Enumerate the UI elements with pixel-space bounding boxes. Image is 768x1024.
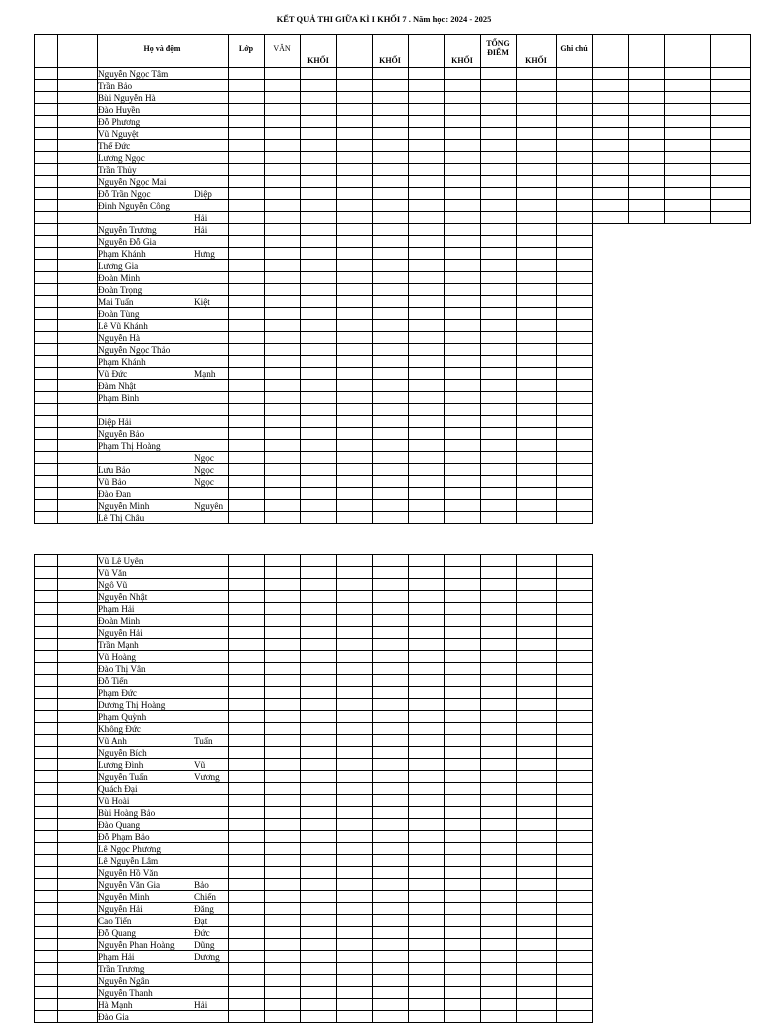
student-surname: Nguyễn Văn Gia xyxy=(98,880,161,890)
student-surname: Đoàn Tùng xyxy=(98,309,140,319)
student-surname: Lưu Bảo xyxy=(98,465,131,475)
header-ho-va-dem: Họ và đệm xyxy=(143,44,181,53)
student-surname: Nguyễn Phan Hoàng xyxy=(98,940,175,950)
table-rule xyxy=(408,554,409,1023)
student-surname: Thế Đức xyxy=(98,141,131,151)
student-surname: Lê Nguyễn Lâm xyxy=(98,856,159,866)
student-surname: Phạm Đức xyxy=(98,688,137,698)
document-title: KẾT QUẢ THI GIỮA KÌ I KHỐI 7 . Năm học: 2024 - 2025 xyxy=(276,14,492,24)
student-surname: Hà Mạnh xyxy=(98,1000,133,1010)
student-surname: Nguyễn Minh xyxy=(98,892,150,902)
table-rule xyxy=(300,34,301,524)
student-surname: Phạm Hải xyxy=(98,604,135,614)
student-given-name: Hải xyxy=(194,1000,208,1010)
table-rule xyxy=(592,34,593,524)
student-given-name: Hưng xyxy=(194,249,215,259)
student-surname xyxy=(98,404,226,416)
student-surname: Không Đức xyxy=(98,724,141,734)
student-given-name: Ngọc xyxy=(194,465,214,475)
student-given-name: Kiệt xyxy=(194,297,210,307)
table-rule xyxy=(480,554,481,1023)
student-surname: Đoàn Minh xyxy=(98,616,141,626)
table-rule xyxy=(57,34,58,524)
student-surname: Quách Đại xyxy=(98,784,138,794)
student-surname: Lương Gia xyxy=(98,261,139,271)
student-surname: Nguyễn Hà xyxy=(98,333,141,343)
student-surname: Nguyễn Hồ Văn xyxy=(98,868,159,878)
table-rule xyxy=(34,34,751,35)
student-surname: Đỗ Phạm Bảo xyxy=(98,832,150,842)
student-surname: Cao Tiến xyxy=(98,916,132,926)
table-rule xyxy=(264,34,265,524)
student-surname: Diệp Hải xyxy=(98,417,132,427)
table-rule xyxy=(516,554,517,1023)
table-rule xyxy=(628,34,629,224)
student-surname: Vũ Hoài xyxy=(98,796,130,806)
student-surname: Đinh Nguyễn Công xyxy=(98,201,170,211)
student-surname: Phạm Khánh xyxy=(98,357,146,367)
student-surname: Lê Thị Châu xyxy=(98,513,145,523)
table-rule xyxy=(336,34,337,524)
table-rule xyxy=(444,34,445,524)
student-given-name: Ngọc xyxy=(194,453,214,463)
header-khoi-4: KHỐI xyxy=(525,56,547,65)
student-surname: Bùi Hoàng Bảo xyxy=(98,808,156,818)
student-surname: Đào Thị Vân xyxy=(98,664,146,674)
student-surname: Vũ Anh xyxy=(98,736,127,746)
student-given-name: Diệp xyxy=(194,189,212,199)
student-given-name: Đạt xyxy=(194,916,208,926)
student-given-name: Vũ xyxy=(194,760,206,770)
student-surname: Ngô Vũ xyxy=(98,580,128,590)
student-surname: Trần Bảo xyxy=(98,81,133,91)
student-surname: Nguyễn Đỗ Gia xyxy=(98,237,157,247)
student-given-name: Ngọc xyxy=(194,477,214,487)
student-surname: Trần Mạnh xyxy=(98,640,139,650)
table-rule xyxy=(228,554,229,1023)
student-given-name: Dũng xyxy=(194,940,215,950)
student-surname: Phạm Khánh xyxy=(98,249,146,259)
student-surname: Nguyễn Hải xyxy=(98,904,143,914)
student-surname: Nguyễn Ngọc Mai xyxy=(98,177,167,187)
student-surname: Nguyễn Minh xyxy=(98,501,150,511)
student-surname: Nguyễn Bảo xyxy=(98,429,145,439)
student-surname: Vũ Đức xyxy=(98,369,128,379)
table-rule xyxy=(34,34,35,524)
student-given-name: Hải xyxy=(194,213,208,223)
student-given-name: Đăng xyxy=(194,904,214,914)
student-surname: Vũ Hoàng xyxy=(98,652,137,662)
student-surname: Nguyễn Tuấn xyxy=(98,772,148,782)
student-surname: Vũ Văn xyxy=(98,568,127,578)
student-surname: Lương Ngọc xyxy=(98,153,145,163)
student-surname: Mai Tuấn xyxy=(98,297,134,307)
header-tong-diem xyxy=(480,39,516,57)
student-given-name: Mạnh xyxy=(194,369,216,379)
table-rule xyxy=(556,554,557,1023)
student-surname: Vũ Lê Uyên xyxy=(98,556,144,566)
table-rule xyxy=(372,554,373,1023)
table-rule xyxy=(228,34,229,524)
header-khoi-1: KHỐI xyxy=(307,56,329,65)
table-rule xyxy=(300,554,301,1023)
student-surname: Nguyễn Bích xyxy=(98,748,147,758)
header-van: VĂN xyxy=(273,44,291,53)
table-rule xyxy=(710,34,711,224)
student-surname: Phạm Bình xyxy=(98,393,140,403)
student-surname: Đào Đan xyxy=(98,489,131,499)
student-surname: Vũ Nguyệt xyxy=(98,129,139,139)
student-surname: Nguyễn Ngọc Tâm xyxy=(98,69,169,79)
header-khoi-2: KHỐI xyxy=(379,56,401,65)
student-surname: Đàm Nhật xyxy=(98,381,137,391)
header-diem: ĐIỂM xyxy=(487,48,509,57)
student-surname: Đoàn Trọng xyxy=(98,285,143,295)
student-given-name: Hải xyxy=(194,225,208,235)
student-given-name: Nguyên xyxy=(194,501,224,511)
table-rule xyxy=(516,34,517,524)
student-given-name: Vương xyxy=(194,772,220,782)
student-surname: Lê Vũ Khánh xyxy=(98,321,148,331)
student-surname: Phạm Thị Hoàng xyxy=(98,441,161,451)
table-rule xyxy=(336,554,337,1023)
student-surname: Dương Thị Hoàng xyxy=(98,700,166,710)
student-surname: Phạm Hải xyxy=(98,952,135,962)
student-surname: Đỗ Quang xyxy=(98,928,137,938)
student-surname: Đào Huyền xyxy=(98,105,141,115)
student-surname: Đỗ Phương xyxy=(98,117,141,127)
student-surname: Đỗ Tiến xyxy=(98,676,128,686)
table-rule xyxy=(592,554,593,1023)
student-surname: Đào Quang xyxy=(98,820,141,830)
student-surname: Đoàn Minh xyxy=(98,273,141,283)
student-given-name: Đức xyxy=(194,928,210,938)
table-rule xyxy=(57,554,58,1023)
table-rule xyxy=(444,554,445,1023)
student-surname: Nguyễn Nhật xyxy=(98,592,148,602)
student-surname: Vũ Bảo xyxy=(98,477,127,487)
header-ghi-chu: Ghi chú xyxy=(560,44,588,53)
student-surname: Phạm Quỳnh xyxy=(98,712,147,722)
student-surname: Trần Trương xyxy=(98,964,145,974)
student-given-name: Dương xyxy=(194,952,220,962)
student-surname: Bùi Nguyễn Hà xyxy=(98,93,156,103)
student-surname: Nguyễn Hải xyxy=(98,628,143,638)
header-tong: TỔNG xyxy=(486,39,510,48)
student-surname: Nguyễn Ngân xyxy=(98,976,150,986)
student-surname: Nguyễn Ngọc Thảo xyxy=(98,345,171,355)
student-surname: Nguyễn Trương xyxy=(98,225,157,235)
student-given-name: Tuấn xyxy=(194,736,213,746)
table-rule xyxy=(750,34,751,224)
table-rule xyxy=(34,554,35,1023)
table-rule xyxy=(372,34,373,524)
header-lop: Lớp xyxy=(238,44,254,53)
student-given-name: Bảo xyxy=(194,880,209,890)
student-given-name: Chiến xyxy=(194,892,216,902)
student-surname: Đỗ Trần Ngọc xyxy=(98,189,151,199)
header-khoi-3: KHỐI xyxy=(451,56,473,65)
table-rule xyxy=(556,34,557,524)
student-surname: Đào Gia xyxy=(98,1012,129,1022)
student-surname: Lê Ngọc Phương xyxy=(98,844,161,854)
table-rule xyxy=(408,34,409,524)
table-rule xyxy=(664,34,665,224)
student-surname: Trần Thủy xyxy=(98,165,137,175)
student-surname: Lương Đình xyxy=(98,760,144,770)
student-surname: Nguyễn Thanh xyxy=(98,988,153,998)
table-rule xyxy=(264,554,265,1023)
table-rule xyxy=(480,34,481,524)
